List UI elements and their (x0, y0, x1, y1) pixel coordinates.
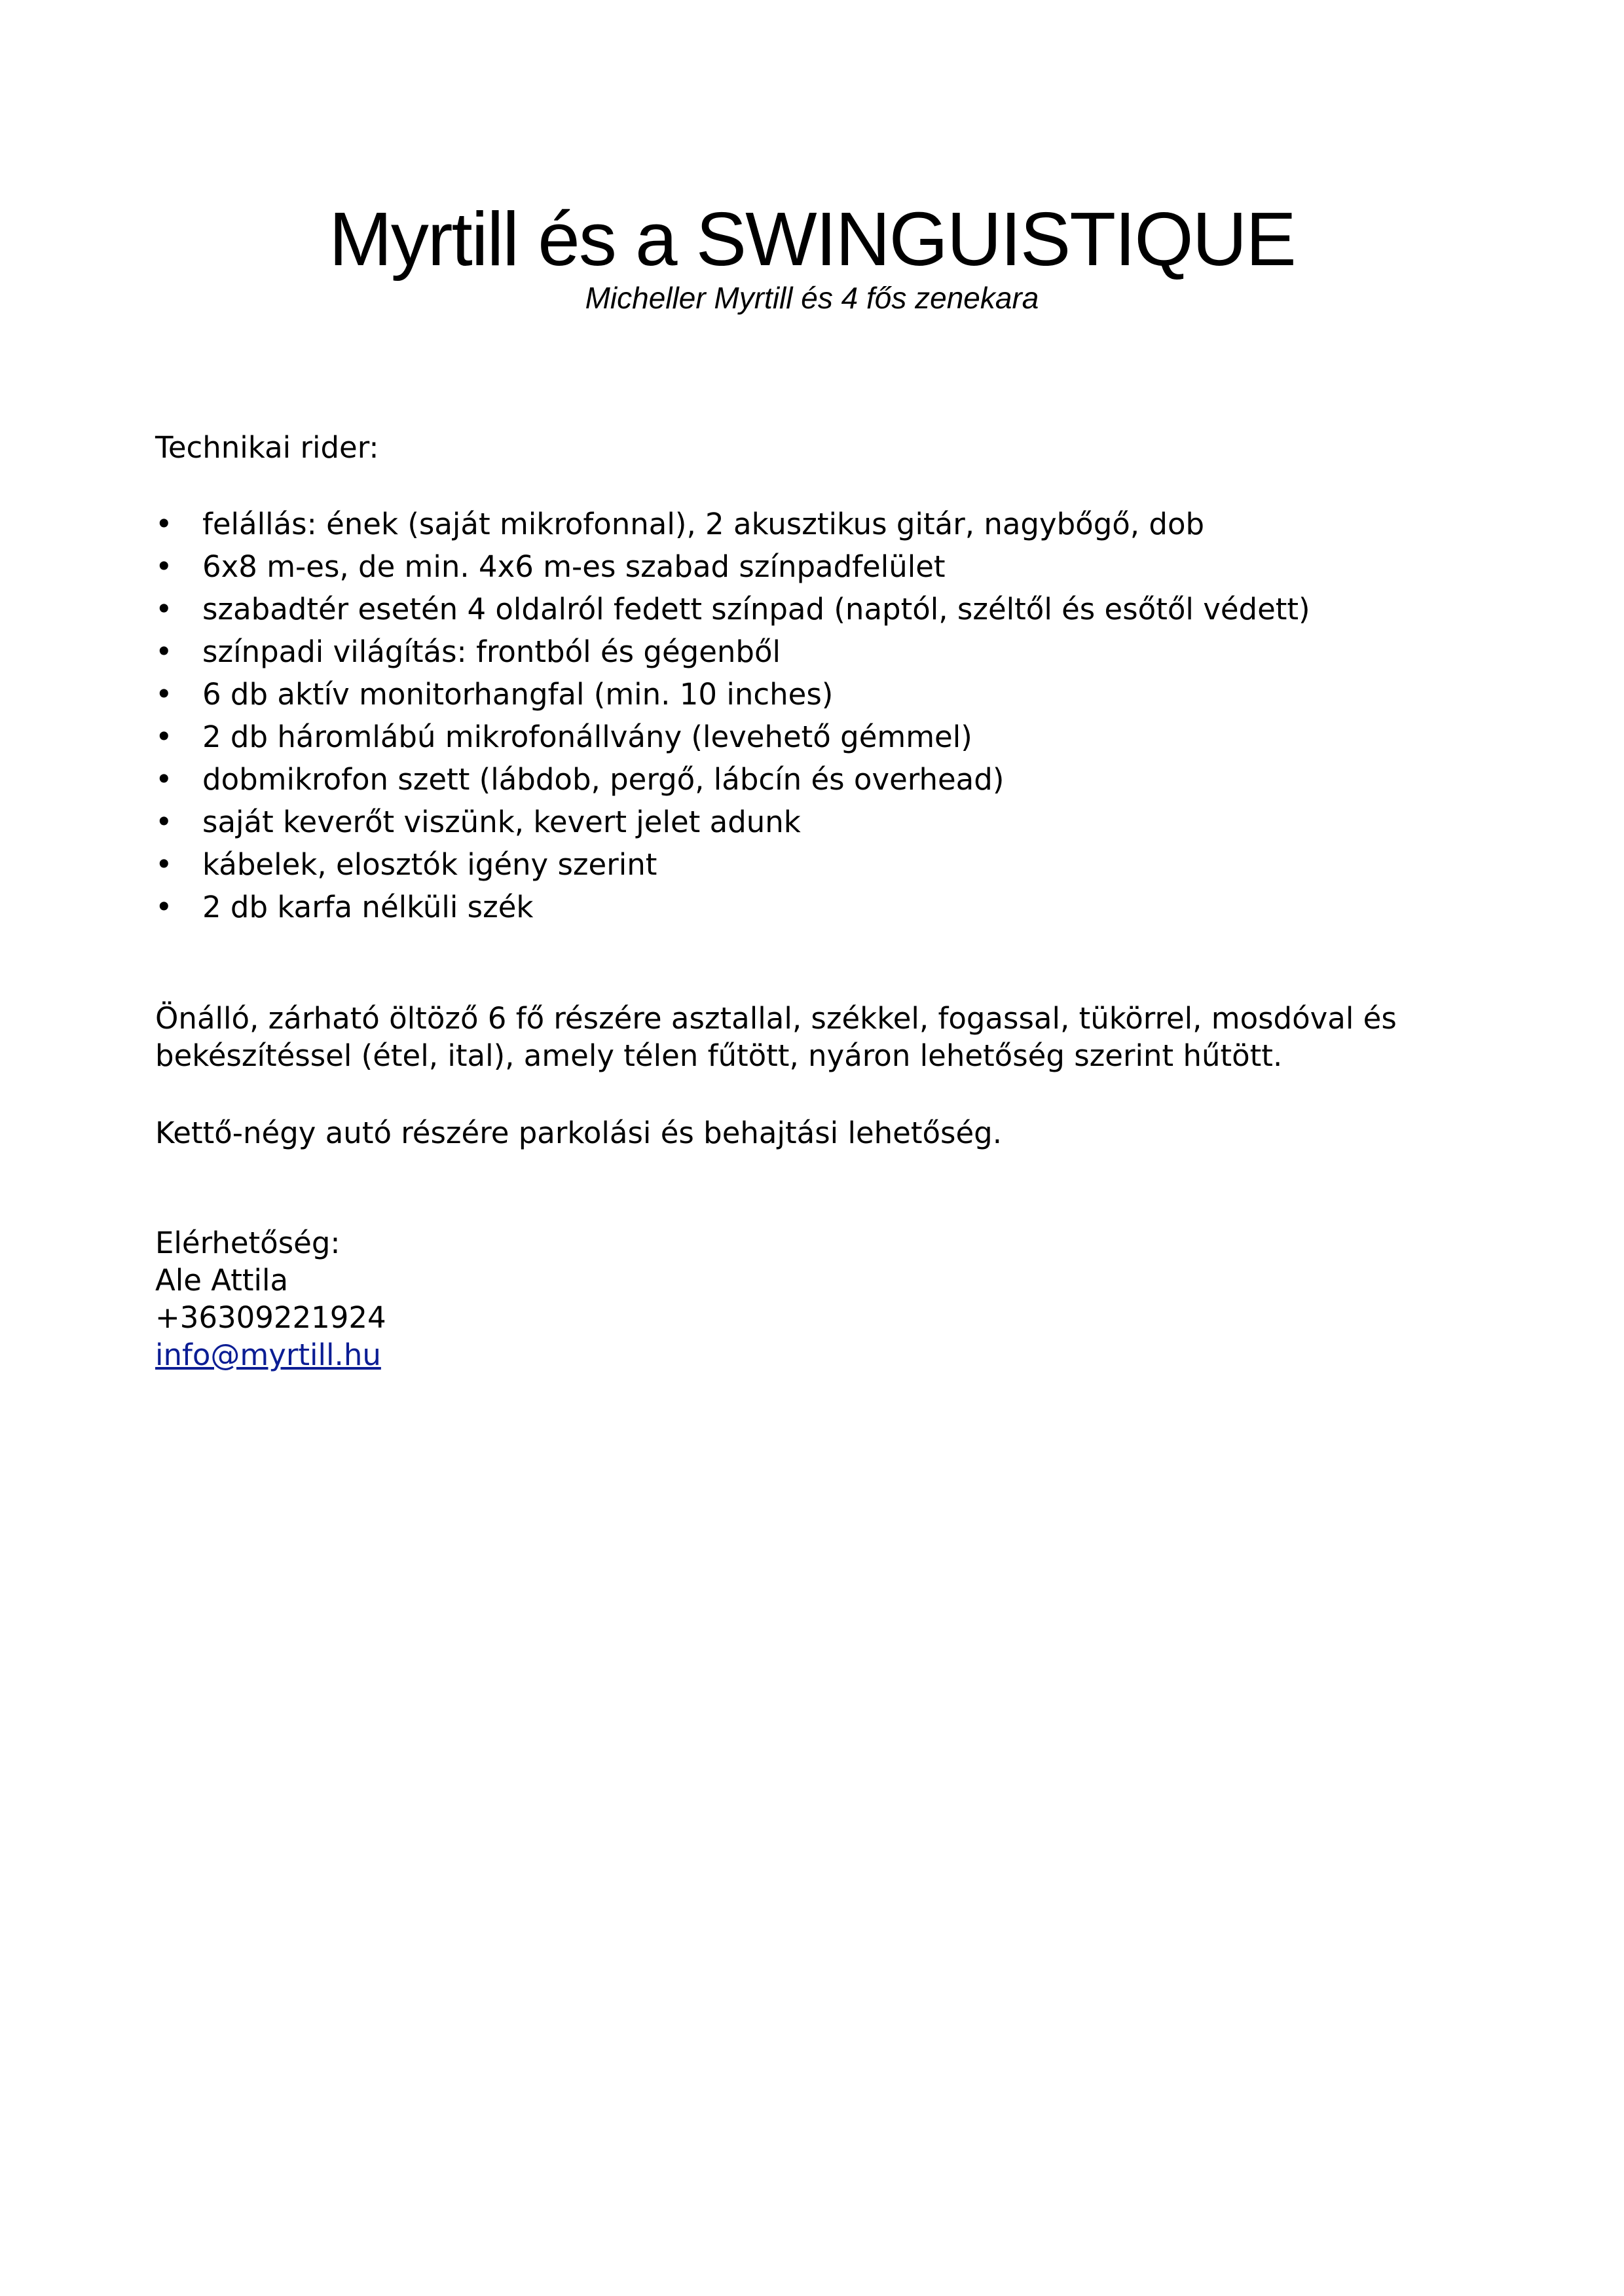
contact-name: Ale Attila (155, 1263, 289, 1298)
contact-label: Elérhetőség: (155, 1226, 341, 1260)
list-item (155, 588, 1310, 630)
list-item-text: szabadtér esetén 4 oldalról fedett színpad (naptól, széltől és esőtől védett) (202, 592, 1310, 627)
bullet-icon: • (155, 677, 173, 712)
rider-list (155, 503, 1310, 928)
list-item-text: dobmikrofon szett (lábdob, pergő, lábcín és overhead) (202, 762, 1005, 797)
bullet-icon: • (155, 890, 173, 924)
list-item (155, 630, 1310, 673)
list-item (155, 673, 1310, 716)
list-item-text: felállás: ének (saját mikrofonnal), 2 akusztikus gitár, nagybőgő, dob (202, 507, 1205, 541)
list-item (155, 545, 1310, 588)
list-item (155, 503, 1310, 545)
parking-paragraph: Kettő-négy autó részére parkolási és behajtási lehetőség. (155, 1116, 1003, 1150)
bullet-icon: • (155, 720, 173, 754)
bullet-icon: • (155, 805, 173, 839)
list-item-text: 6x8 m-es, de min. 4x6 m-es szabad színpadfelület (202, 549, 946, 584)
bullet-icon: • (155, 762, 173, 797)
dressing-room-line: Önálló, zárható öltöző 6 fő részére asztallal, székkel, fogassal, tükörrel, mosdóval és (155, 1001, 1397, 1036)
bullet-icon: • (155, 847, 173, 882)
list-item (155, 758, 1310, 801)
contact-phone: +36309221924 (155, 1300, 386, 1335)
bullet-icon: • (155, 592, 173, 627)
list-item (155, 843, 1310, 886)
list-item (155, 886, 1310, 928)
document-title: Myrtill és a SWINGUISTIQUE (329, 196, 1295, 282)
dressing-room-line: bekészítéssel (étel, ital), amely télen fűtött, nyáron lehetőség szerint hűtött. (155, 1038, 1283, 1073)
list-item-text: kábelek, elosztók igény szerint (202, 847, 657, 882)
dressing-room-paragraph (155, 1000, 1530, 1074)
list-item-text: színpadi világítás: frontból és gégenből (202, 634, 781, 669)
list-item-text: 2 db háromlábú mikrofonállvány (levehető gémmel) (202, 720, 972, 754)
list-item-text: 2 db karfa nélküli szék (202, 890, 534, 924)
list-item-text: saját keverőt viszünk, kevert jelet adunk (202, 805, 801, 839)
contact-email-link[interactable]: info@myrtill.hu (155, 1338, 381, 1372)
bullet-icon: • (155, 549, 173, 584)
bullet-icon: • (155, 634, 173, 669)
bullet-icon: • (155, 507, 173, 541)
list-item (155, 716, 1310, 758)
rider-heading: Technikai rider: (155, 430, 379, 465)
document-subtitle: Micheller Myrtill és 4 fős zenekara (585, 281, 1039, 315)
list-item (155, 801, 1310, 843)
list-item-text: 6 db aktív monitorhangfal (min. 10 inches) (202, 677, 834, 712)
